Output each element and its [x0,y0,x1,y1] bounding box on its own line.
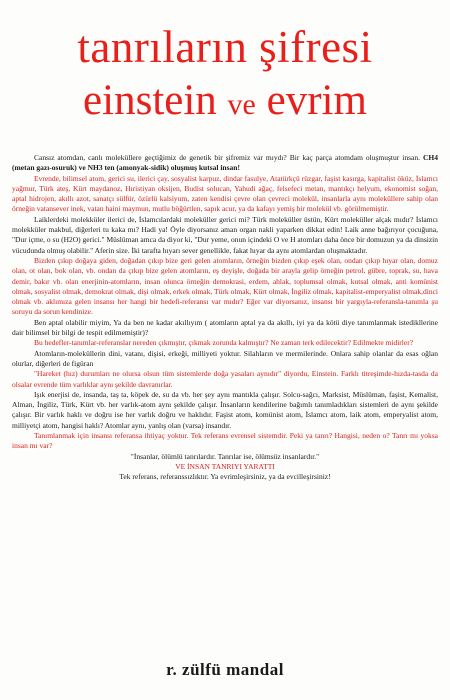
closing-line: Tek referans, referanssızlıktır. Ya evrimleşirsiniz, ya da evcilleşirsiniz! [119,472,331,482]
title-word-ve: ve [227,88,256,121]
title-word-evrim: evrim [266,77,367,124]
paragraph-7: Atomların-moleküllerin dini, vatanı, dişisi, erkeği, milliyeti yoktur. Silahların ve mermilerinde. Onlara sahip olanlar da esas oğlan olurlar, diğerleri de figüran [12,348,438,368]
paragraph-2: Evrende, bilimsel atom, gerici su, ilerici çay, sosyalist karpuz, dindar fasulye, Atatürkçü rüzgar, faşist kasırga, kapitalist öküz, İslamcı yağmur, Türk ateş, Kürt maydanoz, Hıristiyan oksijen, Budist solucan, Yahudi ağaç, felsefeci metan, mantıkçı helyum, ekonomist soğan, aptal hidrojen, akıllı azot, sanatçı sülfür, özürlü kalsiyum, zaten kendisi çevre olan çevreci molekül, insanlarla aynı moleküllere sahip olan örneğin vatansever inek, vatan haini maymun, mutlu böğürtlen, sapık acur, ya da kafayı yemiş bir molekül vb. görülmemiştir. [12,173,438,214]
paragraph-10: Tanımlanmak için insansı referansa ihtiyaç yoktur. Tek referans evrensel sistemdir. Peki ya tanrı? Hangisi, neden o? Tanrı mı yoksa insan mı var? [12,431,438,451]
quote-line: "İnsanlar, ölümlü tanrılardır. Tanrılar ise, ölümsüz insanlardır." [130,451,320,461]
author-name: r. zülfü mandal [166,660,284,679]
book-title-line2 [0,76,450,130]
paragraph-5: Ben aptal olabilir miyim, Ya da ben ne kadar akıllıyım ( atomların aptal ya da akıllı, iyi ya da kötü diye tanımlanmak istedikllerine dair bilimsel bir bilgi de tespit edilmemiştir)? [12,317,438,338]
back-cover-text [12,153,438,483]
paragraph-1-bold: CH4 (metan gazı-osuruk) ve NH3 ten (amonyak-sidik) oluşmuş kutsal insan! [12,153,438,173]
paragraph-9: Işık enerjisi de, insanda, taş ta, köpek de, su da vb. her şey aynı mantıkla çalışır. Solcu-sağcı, Marksist, Müslüman, faşist, Kemalist, Alman, İngiliz, Türk, Kürt vb. her varlık-atom aynı şekilde çalışır. İnsanların kendilerine bağımlı tanımladıkları sistemleri de aynı şekilde çalışır. Bir varlık haklı ve doğru ise her varlık doğru ve haklıdır. Faşist atom, komünist atom, İslamcı atom, laik atom, emperyalist atom, milliyetçi atom, hangisi haklı? Atomlar aynı, yanlış olan (varsa) insandır. [12,389,438,430]
title-word-einstein: einstein [83,77,217,124]
paragraph-1: Cansız atomdan, canlı moleküllere geçtiğimiz de genetik bir şifremiz var mıydı? Bir kaç parça atomdam oluşmuştur insan. CH4 (metan gazı-osuruk) ve NH3 ten (amonyak-sidik) oluşmuş kutsal insan! [12,153,438,173]
slogan-line: VE İNSAN TANRIYI YARATTI [175,461,275,471]
paragraph-6: Bu hedefler-tanımlar-referanslar nereden çıkmıştır, çıkmak zorunda kalmıştır? Ne zaman terk edilecektir? Edilmekte midirler? [34,338,414,348]
paragraph-4: Bizden çıkıp doğaya giden, doğadan çıkıp bize geri gelen atomların, örneğin bizden çıkıp eşek olan, ondan çıkıp hıyar olan, domuz olan, ot olan, bok olan, vb. ondan da çıkıp bize gelen atomların, eş deyişle, doğada bir arayla gelip örneğin petrol, gübre, toprak, su, hava demir, bakır vb. olan enerjinin-atomların, insan olunca örneğin demokrasi, erdem, ahlak, toplumsal olmak, kutsal olmak, anti komünist olmak, sosyalist olmak, demokrat olmak, dişi olmak, erkek olmak, Türk olmak, Kürt olmak, İngiliz olmak, kapitalist-emperyalist olmak,dinci olmak vb. aklımıza gelen insansı her hangi bir hedefi-referansı var mıdır? Eğer var diyorsanız, insansı bir yargıyla-referansla-tanımla şu soruyu da sorun kendinize. [12,255,438,317]
paragraph-8: "Hareket (hız) durumları ne olursa olsun tüm sistemlerde doğa yasaları aynıdır" diyordu, Einstein. Farklı titreşimde-hızda-tasda da olsalar evrende tüm varlıklar aynı şekilde davranırlar. [12,369,438,389]
paragraph-3: Laiklerdeki molekküler ilerici de, İslamcılardaki moleküller gerici mi? Türk moleküller üstün, Kürt moleküller alçak mıdır? İslamcı molekküler makbul, diğerleri tu kaka mı? Hadi ya! Öyle diyorsanız aman organ nakli yaparken dikkat edin! Laik anne bağırıyor çocuğuna, "Dur içme, o su (H2O) gerici." Müslüman amca da diyor ki, "Dur yeme, onun içindeki O ve H atomları daha önce bir domuzun ya da dinsizin vücudunda olmuş olabilir." Aferin size. İki tarafta hıyarı sever genellikle, fakat hıyar da aynı atomlardan oluşmaktadır. [12,214,438,255]
book-title-line1: tanrıların şifresi [77,22,373,72]
